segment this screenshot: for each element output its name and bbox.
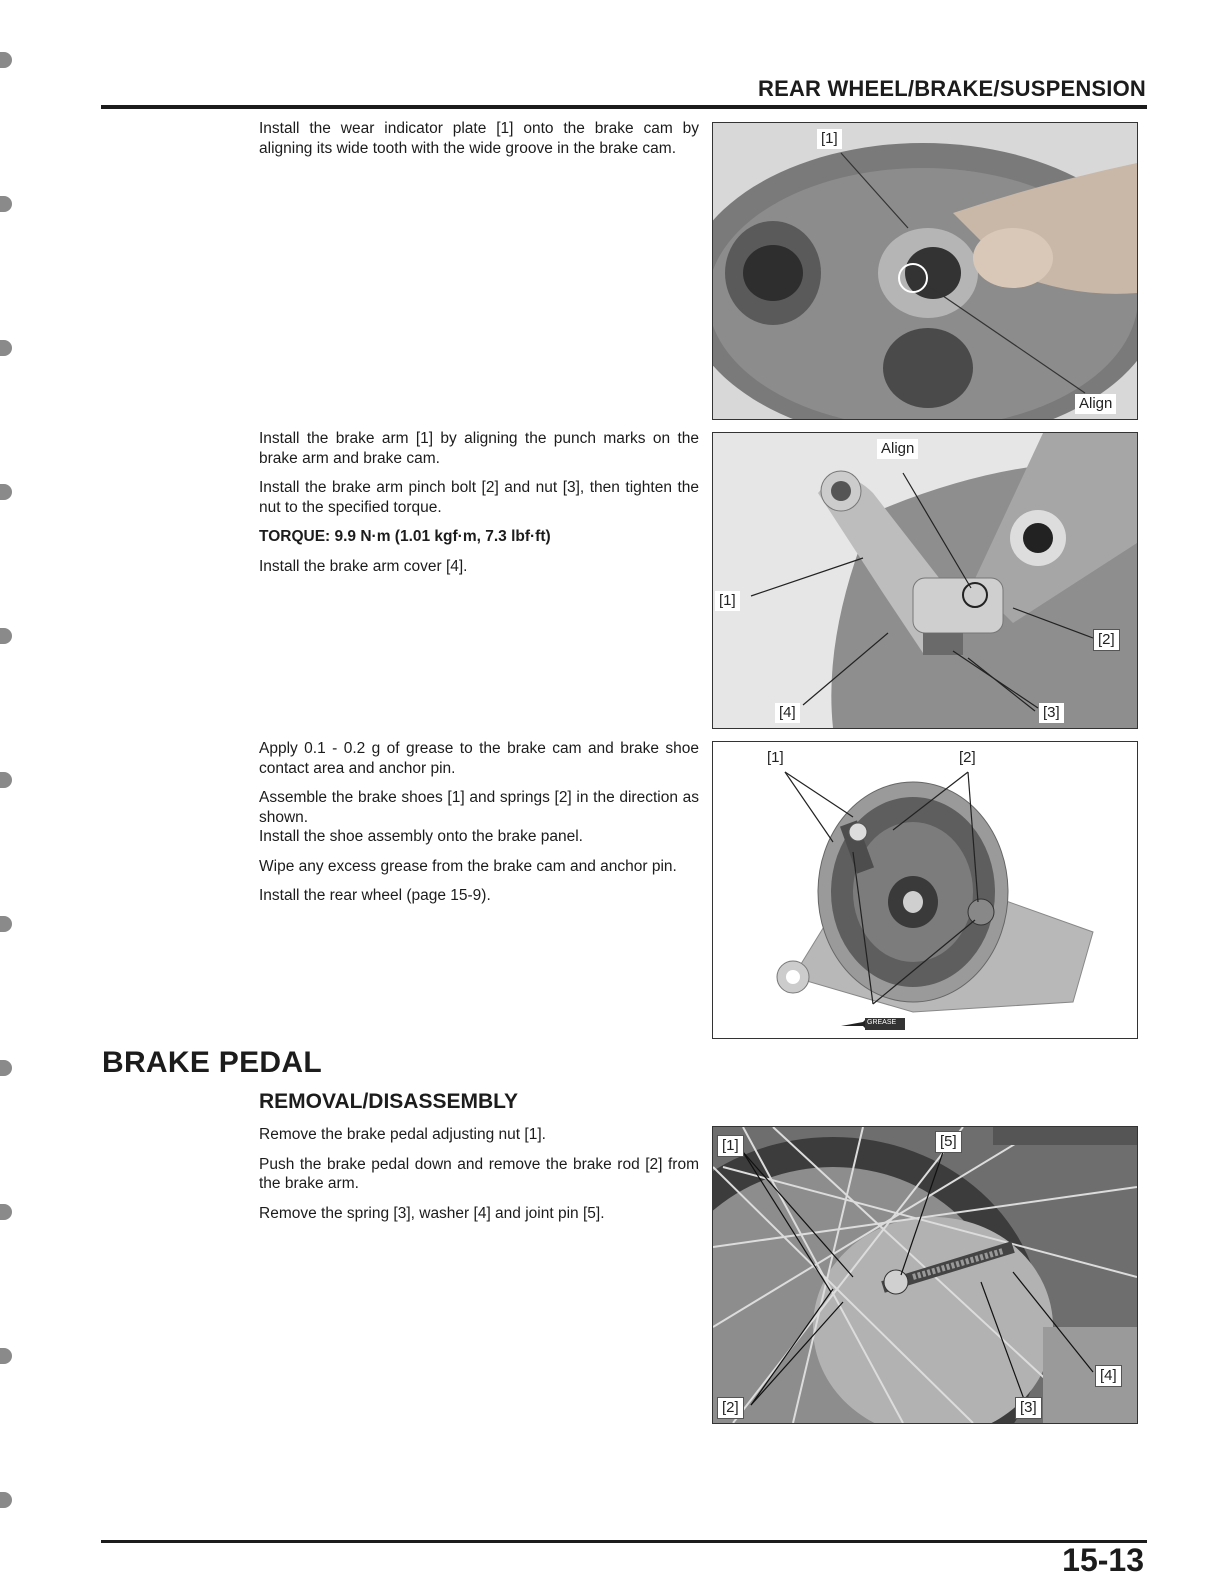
callout-label: [3] <box>1015 1397 1042 1419</box>
instruction-text: Remove the spring [3], washer [4] and joint pin [5]. <box>259 1204 605 1222</box>
figure-brake-shoes <box>712 741 1138 1039</box>
brake-arm-illustration <box>713 433 1137 728</box>
rear-wheel-brake-illustration <box>713 1127 1137 1423</box>
instruction-text: Apply 0.1 - 0.2 g of grease to the brake cam and brake shoe contact area and anchor pin. <box>259 740 699 777</box>
brake-panel-illustration <box>713 123 1137 419</box>
instruction-text: Remove the brake pedal adjusting nut [1]. <box>259 1126 546 1143</box>
binder-hole <box>0 484 12 500</box>
brake-shoes-illustration <box>713 742 1137 1038</box>
page-header-title: REAR WHEEL/BRAKE/SUSPENSION <box>758 76 1146 101</box>
callout-label: [3] <box>1039 703 1064 723</box>
instruction-text: Install the brake arm pinch bolt [2] and nut [3], then tighten the nut to the specified torque. <box>259 479 699 516</box>
binder-hole <box>0 1204 12 1220</box>
step-wear-indicator <box>259 119 699 168</box>
torque-spec: TORQUE: 9.9 N·m (1.01 kgf·m, 7.3 lbf·ft) <box>259 528 551 545</box>
binder-hole <box>0 1492 12 1508</box>
step-brake-arm <box>259 429 699 586</box>
callout-label: [2] <box>1093 629 1120 651</box>
page-number: 15-13 <box>1062 1542 1144 1578</box>
instruction-text: Wipe any excess grease from the brake cam and anchor pin. <box>259 857 677 875</box>
binder-hole <box>0 340 12 356</box>
subsection-title: REMOVAL/DISASSEMBLY <box>259 1090 519 1113</box>
binder-hole <box>0 196 12 212</box>
callout-label: Align <box>1075 394 1116 414</box>
footer-rule <box>101 1540 1147 1543</box>
step-brake-pedal-removal <box>259 1125 699 1233</box>
binder-hole <box>0 628 12 644</box>
callout-label: [2] <box>717 1397 744 1419</box>
instruction-text: Install the shoe assembly onto the brake panel. <box>259 828 583 845</box>
callout-label: [2] <box>955 748 980 768</box>
binder-hole <box>0 772 12 788</box>
callout-label: Align <box>877 439 918 459</box>
callout-label: [1] <box>817 129 842 149</box>
figure-brake-pedal <box>712 1126 1138 1424</box>
grease-symbol-label: GREASE <box>867 1019 897 1026</box>
binder-hole <box>0 916 12 932</box>
callout-label: [4] <box>1095 1365 1122 1387</box>
callout-label: [1] <box>715 591 740 611</box>
callout-label: [5] <box>935 1131 962 1153</box>
callout-label: [4] <box>775 703 800 723</box>
figure-wear-indicator <box>712 122 1138 420</box>
instruction-text: Assemble the brake shoes [1] and springs [2] in the direction as shown. <box>259 789 699 826</box>
instruction-text: Install the brake arm cover [4]. <box>259 557 468 575</box>
instruction-text: Install the brake arm [1] by aligning the punch marks on the brake arm and brake cam. <box>259 430 699 467</box>
binder-hole <box>0 52 12 68</box>
step-brake-shoes <box>259 739 699 916</box>
instruction-text: Push the brake pedal down and remove the brake rod [2] from the brake arm. <box>259 1155 699 1192</box>
callout-label: [1] <box>717 1135 744 1157</box>
binder-hole <box>0 1348 12 1364</box>
section-title: BRAKE PEDAL <box>102 1046 322 1079</box>
callout-label: [1] <box>763 748 788 768</box>
figure-brake-arm <box>712 432 1138 729</box>
instruction-text: Install the wear indicator plate [1] onto the brake cam by aligning its wide tooth with the wide groove in the brake cam. <box>259 120 699 157</box>
header-rule <box>101 105 1147 109</box>
instruction-text: Install the rear wheel (page 15-9). <box>259 887 491 904</box>
binder-hole <box>0 1060 12 1076</box>
